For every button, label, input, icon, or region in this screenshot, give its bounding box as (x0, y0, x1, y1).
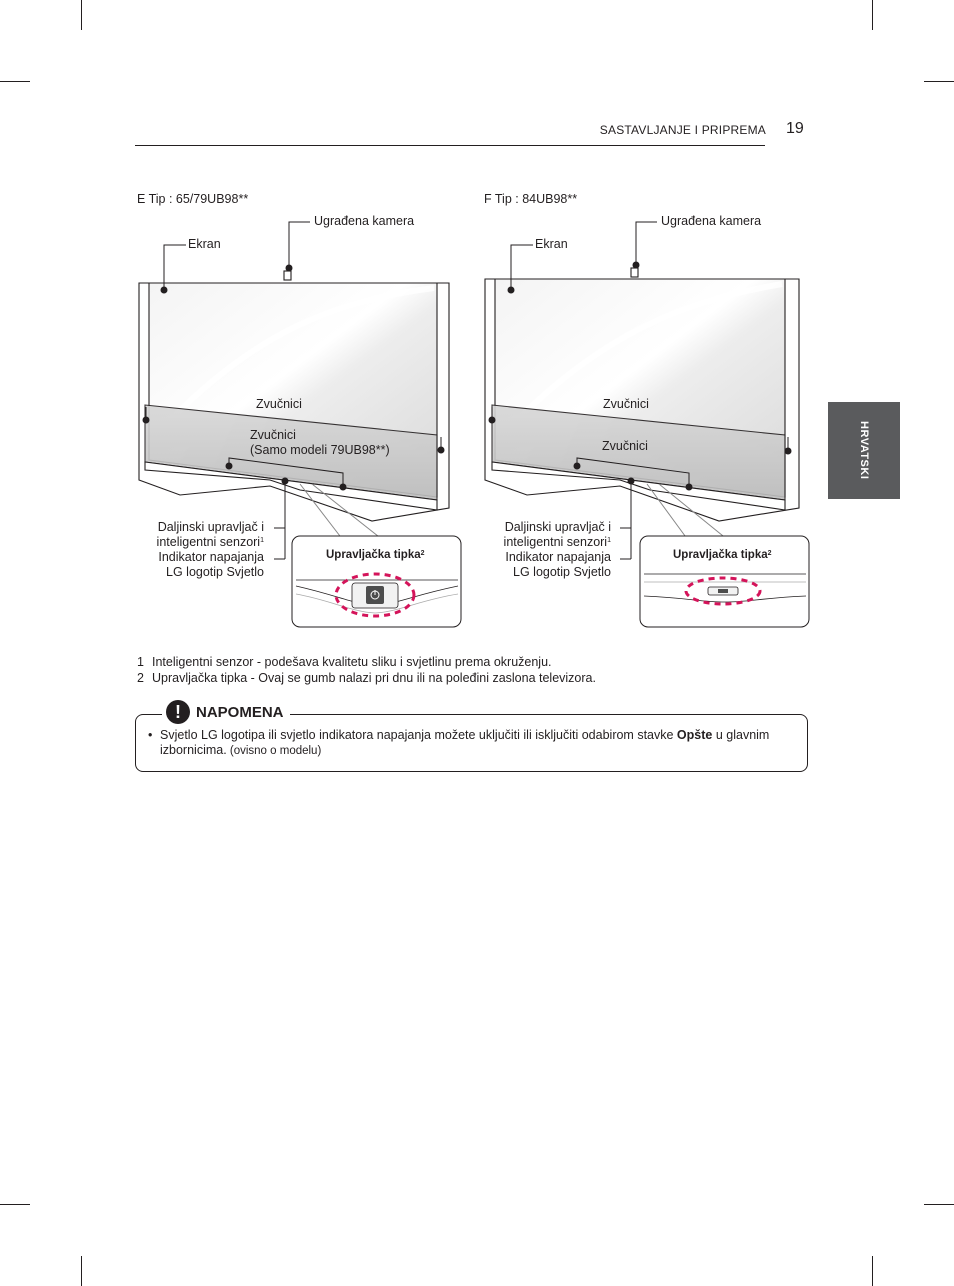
tv-e-type (139, 271, 449, 521)
footnote-ref: 2 (767, 550, 772, 557)
remote-label-line2: inteligentni senzori (503, 535, 608, 549)
note-text-small: (ovisno o modelu) (226, 745, 322, 757)
screen-label-e: Ekran (188, 237, 221, 251)
speakers-model-label-e (250, 428, 390, 458)
footnote-number: 1 (137, 655, 144, 669)
lg-logo-label: LG logotip Svjetlo (166, 565, 264, 579)
speakers-label-e: Zvučnici (256, 397, 302, 411)
footnote-ref: 1 (607, 537, 611, 544)
speakers-model-line2: (Samo modeli 79UB98**) (250, 443, 390, 457)
footnote-item (137, 670, 596, 686)
crop-mark (872, 1256, 873, 1286)
power-indicator-label: Indikator napajanja (158, 550, 264, 564)
remote-label-line2: inteligentni senzori (156, 535, 261, 549)
tv-f-type (485, 268, 799, 521)
note-text-before: Svjetlo LG logotipa ili svjetlo indikatora napajanja možete uključiti ili isključiti odabirom stavke (160, 728, 677, 742)
page-number: 19 (786, 120, 804, 137)
footnote-item (137, 654, 596, 670)
bullet: • (148, 728, 153, 742)
footnote-text: Inteligentni senzor - podešava kvalitetu sliku i svjetlinu prema okruženju. (152, 655, 552, 669)
type-label-e: E Tip : 65/79UB98** (137, 192, 249, 206)
remote-label-line1: Daljinski upravljač i (504, 520, 611, 534)
tv-f-camera (631, 268, 638, 277)
crop-mark (924, 1204, 954, 1205)
footnote-ref: 1 (260, 537, 264, 544)
crop-mark (0, 1204, 30, 1205)
note-text-after: u glavnim izbornicima. (160, 728, 770, 757)
note-paragraph (160, 728, 788, 759)
control-title-e (326, 548, 425, 563)
camera-label-f: Ugrađena kamera (661, 214, 762, 228)
footnote-text: Upravljačka tipka - Ovaj se gumb nalazi pri dnu ili na poleđini zaslona televizora. (152, 671, 596, 685)
note-text (148, 728, 788, 759)
footnotes (137, 654, 596, 686)
side-labels-f (459, 520, 611, 580)
speakers-label-f: Zvučnici (603, 397, 649, 411)
lg-logo-label: LG logotip Svjetlo (513, 565, 611, 579)
remote-label-line1: Daljinski upravljač i (157, 520, 264, 534)
tv-e-camera (284, 271, 291, 280)
note-header (162, 698, 290, 726)
footnote-number: 2 (137, 671, 144, 685)
power-indicator-label: Indikator napajanja (505, 550, 611, 564)
note-text-bold: Opšte (676, 728, 713, 742)
speakers-lower-label-f: Zvučnici (602, 439, 648, 453)
screen-label-f: Ekran (535, 237, 568, 251)
speakers-model-line1: Zvučnici (250, 428, 296, 442)
note-title: NAPOMENA (196, 703, 284, 721)
footnote-ref: 2 (420, 550, 425, 557)
section-title: SASTAVLJANJE I PRIPREMA (599, 123, 766, 137)
control-title-text: Upravljačka tipka (673, 549, 768, 561)
type-label-f: F Tip : 84UB98** (484, 192, 578, 206)
exclamation-icon: ! (166, 700, 190, 724)
side-labels-e (112, 520, 264, 580)
power-button-icon (718, 589, 728, 593)
crop-mark (81, 1256, 82, 1286)
control-title-text: Upravljačka tipka (326, 549, 421, 561)
language-tab-label: HRVATSKI (858, 421, 870, 480)
control-title-f (673, 548, 772, 563)
camera-label-e: Ugrađena kamera (314, 214, 415, 228)
